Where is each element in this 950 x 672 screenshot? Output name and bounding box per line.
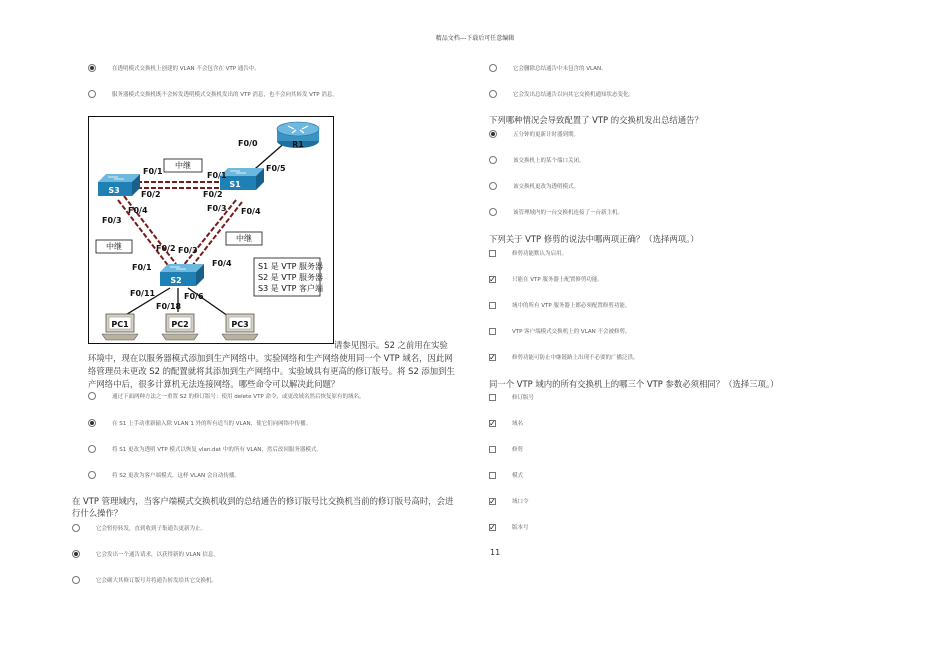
checkbox[interactable]: ✓: [489, 496, 496, 506]
option-item[interactable]: [88, 392, 365, 400]
radio-button[interactable]: [489, 64, 497, 72]
port-label: F0/3: [102, 216, 122, 225]
option-item[interactable]: [489, 327, 631, 335]
checkbox[interactable]: [489, 394, 496, 401]
option-item[interactable]: [489, 523, 529, 531]
option-label: 修剪功能默认为启用。: [512, 251, 568, 257]
option-label: 修剪功能可防止中继链路上出现不必要的广播泛洪。: [512, 355, 639, 361]
radio-button[interactable]: [88, 419, 96, 427]
question-title: 下列哪种情况会导致配置了 VTP 的交换机发出总结通告？: [489, 115, 703, 125]
option-label: 模式: [512, 473, 524, 479]
port-label: F0/2: [141, 190, 161, 199]
option-item[interactable]: [489, 497, 529, 505]
switch-icon: [220, 168, 264, 190]
checkbox[interactable]: [489, 328, 496, 335]
port-label: F0/3: [178, 246, 198, 255]
port-label: F0/4: [212, 259, 232, 268]
option-label: 该交换机上的某个端口关闭。: [513, 158, 585, 164]
option-item[interactable]: [489, 445, 523, 453]
radio-button[interactable]: [489, 90, 497, 98]
radio-button[interactable]: [489, 156, 497, 164]
option-item[interactable]: [88, 445, 322, 453]
option-label: 服务器模式交换机既不会转发透明模式交换机发出的 VTP 消息，也不会向其转发 VTP 消息。: [112, 92, 338, 98]
option-label: 在透明模式交换机上创建的 VLAN 不会包含在 VTP 通告中。: [112, 66, 260, 72]
option-item[interactable]: [489, 471, 523, 479]
option-label: 它会确大其修订版号并将通告转发给其它交换机。: [96, 578, 218, 584]
option-label: 域口令: [512, 499, 529, 505]
option-item[interactable]: [489, 419, 523, 427]
option-label: 域中的所有 VTP 服务器上都必须配置修剪功能。: [512, 303, 631, 309]
option-item[interactable]: [489, 208, 623, 216]
radio-button[interactable]: [88, 90, 96, 98]
checkbox[interactable]: ✓: [489, 522, 496, 532]
port-label: F0/3: [207, 204, 227, 213]
radio-button[interactable]: [88, 445, 96, 453]
option-label: 它会删除总结通告中未包含的 VLAN。: [513, 66, 607, 72]
radio-button[interactable]: [72, 524, 80, 532]
option-item[interactable]: [489, 90, 634, 98]
option-label: 该管理域内的一台交换机连接了一台新主机。: [513, 210, 624, 216]
option-label: 它会发出一个通告请求，以获得新的 VLAN 信息。: [96, 552, 219, 558]
option-item[interactable]: [72, 524, 206, 532]
option-label: 版本号: [512, 525, 529, 531]
option-label: 它会发出总结通告以向其它交换机通知状态变化。: [513, 92, 635, 98]
option-label: VTP 客户端模式交换机上的 VLAN 不会被修剪。: [512, 329, 631, 335]
option-label: 修剪: [512, 447, 524, 453]
radio-button[interactable]: [88, 64, 96, 72]
legend-item: S3 是 VTP 客户端: [258, 284, 323, 293]
option-item[interactable]: [489, 130, 579, 138]
option-label: 将 S1 更改为透明 VTP 模式以恢复 vlan.dat 中的所有 VLAN，然后改回服务器模式。: [112, 447, 322, 453]
pc-label: PC1: [111, 320, 129, 329]
checkbox[interactable]: ✓: [489, 352, 496, 362]
option-item[interactable]: [489, 249, 567, 257]
port-label: F0/2: [156, 244, 176, 253]
radio-button[interactable]: [489, 208, 497, 216]
page-number: 11: [490, 548, 501, 557]
port-label: F0/5: [266, 164, 286, 173]
question-paragraph: 请参见图示。S2 之前用在实验环境中，现在以服务器模式添加到生产网络中。实验网络和生产网络使用同一个 VTP 域名，因此网络管理员未更改 S2 的配置就将其添加到生产网络中。实验域具有更高的修订版号。将 S2 添加到生产网络中后，很多计算机无法连接网络。哪些命令可以解决此问题？: [88, 340, 455, 389]
option-item[interactable]: [88, 90, 338, 98]
port-label: F0/11: [130, 289, 156, 298]
option-label: 只能在 VTP 服务器上配置修剪功能。: [512, 277, 603, 283]
port-label: F0/6: [184, 292, 204, 301]
option-item[interactable]: [88, 64, 260, 72]
pc-label: PC2: [171, 320, 189, 329]
switch-label: S2: [170, 276, 182, 285]
radio-button[interactable]: [88, 392, 96, 400]
trunk-label: 中继: [236, 234, 252, 243]
option-label: 该交换机更改为透明模式。: [513, 184, 580, 190]
option-label: 在 S1 上手动重新输入除 VLAN 1 外的所有适当的 VLAN，使它们向网络中传播。: [112, 421, 312, 427]
pc-label: PC3: [231, 320, 249, 329]
radio-button[interactable]: [489, 182, 497, 190]
question-title: 下列关于 VTP 修剪的说法中哪两项正确？（选择两项。）: [489, 234, 699, 244]
radio-button[interactable]: [489, 130, 497, 138]
port-label: F0/1: [132, 263, 152, 272]
option-label: 将 S2 更改为客户端模式，这样 VLAN 会自动传播。: [112, 473, 240, 479]
option-label: 它会暂停转发，直到收到子集通告更新为止。: [96, 526, 207, 532]
port-label: F0/18: [156, 302, 182, 311]
option-item[interactable]: [72, 550, 219, 558]
option-item[interactable]: [489, 64, 607, 72]
switch-label: S1: [229, 180, 241, 189]
option-item[interactable]: [489, 156, 585, 164]
option-item[interactable]: [489, 182, 579, 190]
switch-label: S3: [108, 186, 120, 195]
legend-item: S1 是 VTP 服务器: [258, 262, 323, 271]
port-label: F0/4: [128, 206, 148, 215]
port-label: F0/1: [207, 171, 227, 180]
radio-button[interactable]: [72, 576, 80, 584]
option-item[interactable]: [88, 471, 240, 479]
option-item[interactable]: [72, 576, 217, 584]
port-label: F0/0: [238, 139, 258, 148]
checkbox[interactable]: [489, 446, 496, 453]
legend-item: S2 是 VTP 服务器: [258, 273, 323, 282]
option-item[interactable]: [489, 353, 639, 361]
checkbox[interactable]: [489, 472, 496, 479]
option-label: 五分钟的更新计时器到期。: [513, 132, 580, 138]
switch-icon: [160, 264, 204, 286]
router-label: R1: [292, 140, 304, 149]
port-label: F0/2: [203, 190, 223, 199]
option-item[interactable]: [88, 419, 311, 427]
trunk-label: 中继: [175, 161, 191, 170]
radio-button[interactable]: [88, 471, 96, 479]
port-label: F0/4: [241, 207, 261, 216]
option-item[interactable]: [489, 393, 534, 401]
trunk-label: 中继: [106, 242, 122, 251]
question-title: 同一个 VTP 域内的所有交换机上的哪三个 VTP 参数必须相同？（选择三项。）: [489, 379, 779, 389]
radio-button[interactable]: [72, 550, 80, 558]
checkbox[interactable]: ✓: [489, 274, 496, 284]
page-header: 精品文档---下载后可任意编辑: [435, 35, 515, 42]
option-label: 通过下面两种方法之一重置 S2 的修订版号：使用 delete VTP 命令，或更改域名然后恢复原有的域名。: [112, 394, 365, 400]
checkbox[interactable]: [489, 302, 496, 309]
option-item[interactable]: [489, 275, 603, 283]
port-label: F0/1: [143, 167, 163, 176]
checkbox[interactable]: ✓: [489, 418, 496, 428]
network-diagram: [88, 116, 334, 344]
option-label: 域名: [512, 421, 524, 427]
option-item[interactable]: [489, 301, 630, 309]
checkbox[interactable]: [489, 250, 496, 257]
question-title: 在 VTP 管理域内，当客户端模式交换机收到的总结通告的修订版号比交换机当前的修订版号高时，会进行什么操作？: [72, 496, 454, 518]
option-label: 修订版号: [512, 395, 535, 401]
